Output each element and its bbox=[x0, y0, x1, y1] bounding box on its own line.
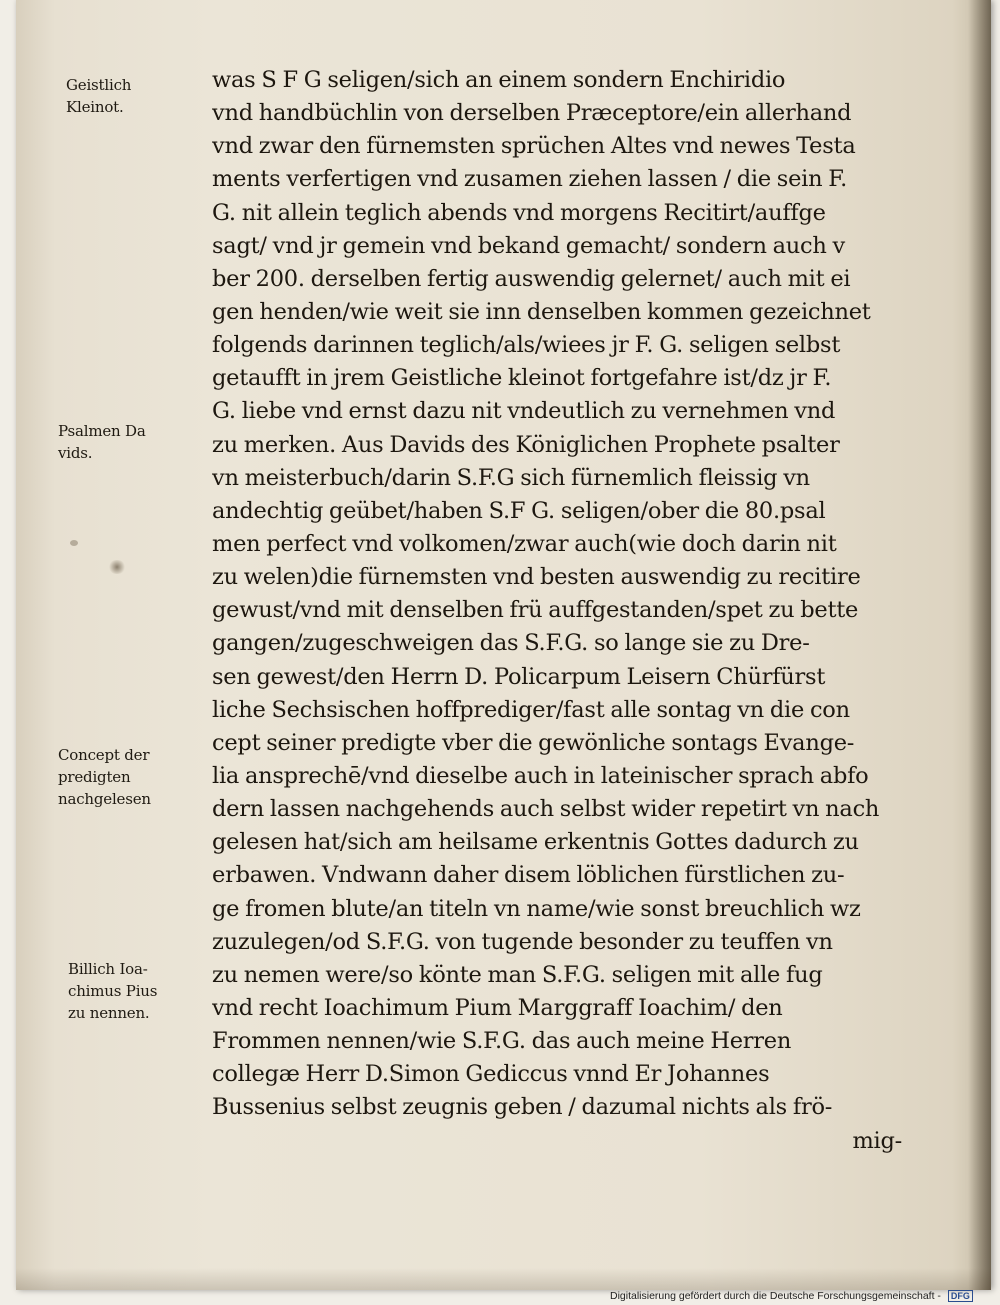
marginal-note-geistlich-kleinot bbox=[66, 74, 216, 118]
text-line: gangen/zugeschweigen das S.F.G. so lange sie zu Dre- bbox=[212, 630, 810, 657]
ink-stain bbox=[108, 560, 126, 574]
text-line: liche Sechsischen hoffprediger/fast alle sontag vn die con bbox=[212, 696, 850, 723]
marginal-note-psalmen-davids bbox=[58, 420, 208, 464]
marginal-note-line: vids. bbox=[58, 444, 93, 462]
text-line: Frommen nennen/wie S.F.G. das auch meine Herren bbox=[212, 1028, 792, 1055]
text-line: gelesen hat/sich am heilsame erkentnis Gottes dadurch zu bbox=[212, 829, 859, 856]
text-line: ments verfertigen vnd zusamen ziehen lassen / die sein F. bbox=[212, 166, 848, 193]
text-line: zu welen)die fürnemsten vnd besten auswendig zu recitire bbox=[212, 564, 861, 591]
text-line: was S F G seligen/sich an einem sondern Enchiridio bbox=[212, 67, 786, 93]
dfg-logo-icon: DFG bbox=[948, 1290, 973, 1302]
marginal-note-line: chimus Pius bbox=[68, 982, 158, 1000]
text-line: gewust/vnd mit denselben frü auffgestanden/spet zu bette bbox=[212, 597, 859, 624]
marginal-note-line: nachgelesen bbox=[58, 790, 151, 808]
marginal-note-line: Billich Ioa- bbox=[68, 960, 148, 978]
text-line: collegæ Herr D.Simon Gediccus vnnd Er Johannes bbox=[212, 1061, 770, 1088]
text-line: cept seiner predigte vber die gewönliche sontags Evange- bbox=[212, 729, 855, 756]
marginal-note-line: Concept der bbox=[58, 746, 150, 764]
text-line: vnd handbüchlin von derselben Præceptore/ein allerhand bbox=[212, 100, 852, 127]
marginal-note-line: predigten bbox=[58, 768, 131, 786]
credit-text: Digitalisierung gefördert durch die Deutsche Forschungsgemeinschaft - bbox=[610, 1290, 941, 1302]
page-binding-shadow bbox=[968, 0, 991, 1290]
body-text bbox=[212, 64, 912, 1158]
ink-speck bbox=[70, 540, 78, 546]
catchword: mig- bbox=[852, 1127, 902, 1154]
text-line: gen henden/wie weit sie inn denselben kommen gezeichnet bbox=[212, 298, 871, 325]
digitization-credit bbox=[610, 1290, 973, 1302]
text-line: ber 200. derselben fertig auswendig gelernet/ auch mit ei bbox=[212, 265, 851, 292]
page-bottom-shadow bbox=[16, 1268, 991, 1290]
text-line: dern lassen nachgehends auch selbst wider repetirt vn nach bbox=[212, 796, 880, 823]
text-line: folgends darinnen teglich/als/wiees jr F. G. seligen selbst bbox=[212, 332, 841, 359]
text-line: vnd recht Ioachimum Pium Marggraff Ioachim/ den bbox=[212, 994, 783, 1021]
text-line: getaufft in jrem Geistliche kleinot fortgefahre ist/dz jr F. bbox=[212, 365, 832, 392]
text-line: men perfect vnd volkomen/zwar auch(wie doch darin nit bbox=[212, 530, 837, 557]
marginal-note-line: Geistlich bbox=[66, 76, 132, 94]
text-line: G. nit allein teglich abends vnd morgens Recitirt/auffge bbox=[212, 199, 826, 226]
text-line: zu merken. Aus Davids des Königlichen Prophete psalter bbox=[212, 431, 840, 458]
text-line: erbawen. Vndwann daher disem löblichen fürstlichen zu- bbox=[212, 862, 845, 889]
text-line: ge fromen blute/an titeln vn name/wie sonst breuchlich wz bbox=[212, 895, 861, 922]
text-line: andechtig geübet/haben S.F G. seligen/ober die 80.psal bbox=[212, 497, 826, 524]
text-line: zuzulegen/od S.F.G. von tugende besonder zu teuffen vn bbox=[212, 928, 833, 955]
text-line: sagt/ vnd jr gemein vnd bekand gemacht/ sondern auch v bbox=[212, 232, 845, 259]
text-line: Bussenius selbst zeugnis geben / dazumal nichts als frö- bbox=[212, 1094, 833, 1121]
text-line: lia ansprechē/vnd dieselbe auch in lateinischer sprach abfo bbox=[212, 762, 869, 789]
text-line: vnd zwar den fürnemsten sprüchen Altes vnd newes Testa bbox=[212, 133, 856, 160]
text-line: zu nemen were/so könte man S.F.G. seligen mit alle fug bbox=[212, 961, 823, 988]
marginal-note-line: Psalmen Da bbox=[58, 422, 146, 440]
marginal-note-ioachimus-pius bbox=[68, 958, 218, 1024]
text-line: sen gewest/den Herrn D. Policarpum Leisern Chürfürst bbox=[212, 663, 826, 690]
marginal-note-line: zu nennen. bbox=[68, 1004, 150, 1022]
marginal-note-concept-der-predigten bbox=[58, 744, 208, 810]
text-line: G. liebe vnd ernst dazu nit vndeutlich zu vernehmen vnd bbox=[212, 398, 836, 425]
text-line: vn meisterbuch/darin S.F.G sich fürnemlich fleissig vn bbox=[212, 464, 810, 491]
marginal-note-line: Kleinot. bbox=[66, 98, 124, 116]
